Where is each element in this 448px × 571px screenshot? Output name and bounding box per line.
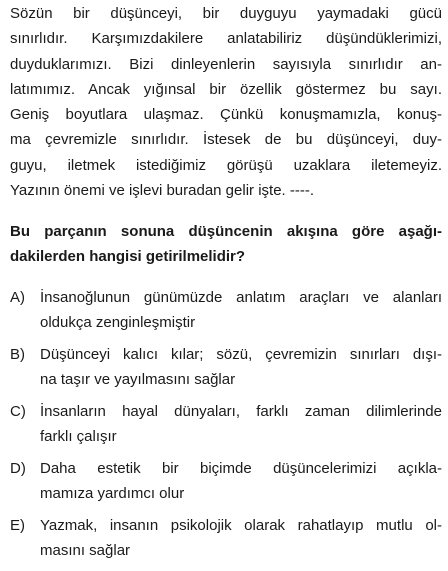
option-letter: A) [10, 289, 25, 306]
option-text [40, 343, 442, 392]
option-text [40, 400, 442, 449]
question-stem [10, 219, 442, 269]
option-line: masını sağlar [40, 541, 131, 559]
option-line: Daha estetik bir biçimde düşüncelerimizi açıkla- [40, 460, 442, 477]
option-letter: E) [10, 517, 25, 534]
option-letter: C) [10, 403, 26, 420]
option-line: Düşünceyi kalıcı kılar; sözü, çevremizin sınırları dışı- [40, 346, 442, 363]
passage-line: Geniş boyutlara ulaşmaz. Çünkü konuşmamızla, konuş- [10, 106, 442, 124]
passage-line: duyduklarımızı. Bizi dinleyenlerin sayısıyla sınırlıdır an- [10, 55, 442, 73]
option-text [40, 286, 442, 335]
passage-line: latımımız. Ancak yığınsal bir özellik göstermez bu sayı. [10, 80, 442, 98]
option-line: Yazmak, insanın psikolojik olarak rahatlayıp mutlu ol- [40, 517, 442, 534]
question-line: Bu parçanın sonuna düşüncenin akışına göre aşağı- [10, 223, 442, 240]
option-b[interactable] [10, 343, 442, 392]
option-text [40, 457, 442, 506]
passage-line: sınırlıdır. Karşımızdakilere anlatabiliriz düşündüklerimizi, [10, 30, 442, 48]
passage-line: Sözün bir düşünceyi, bir duyguyu yaymadaki gücü [10, 5, 442, 22]
passage-line: guyu, iletmek istediğimiz görüşü uzaklara iletemeyiz. [10, 156, 442, 174]
option-line: İnsanların hayal dünyaları, farklı zaman dilimlerinde [40, 403, 442, 420]
option-line: oldukça zenginleşmiştir [40, 313, 196, 331]
option-a[interactable] [10, 286, 442, 335]
answer-options [10, 286, 442, 571]
option-letter: B) [10, 346, 25, 363]
question-line: dakilerden hangisi getirilmelidir? [10, 248, 246, 265]
option-line: na taşır ve yayılmasını sağlar [40, 370, 236, 388]
reading-passage [10, 1, 442, 203]
passage-line: ma çevremizle sınırlıdır. İstesek de bu düşünceyi, duy- [10, 131, 442, 149]
option-line: farklı çalışır [40, 427, 117, 445]
option-line: İnsanoğlunun günümüzde anlatım araçları ve alanları [40, 289, 442, 306]
option-text [40, 514, 442, 563]
option-line: mamıza yardımcı olur [40, 484, 185, 502]
option-e[interactable] [10, 514, 442, 563]
option-letter: D) [10, 460, 26, 477]
option-d[interactable] [10, 457, 442, 506]
option-c[interactable] [10, 400, 442, 449]
passage-line: Yazının önemi ve işlevi buradan gelir işte. ----. [10, 182, 315, 200]
